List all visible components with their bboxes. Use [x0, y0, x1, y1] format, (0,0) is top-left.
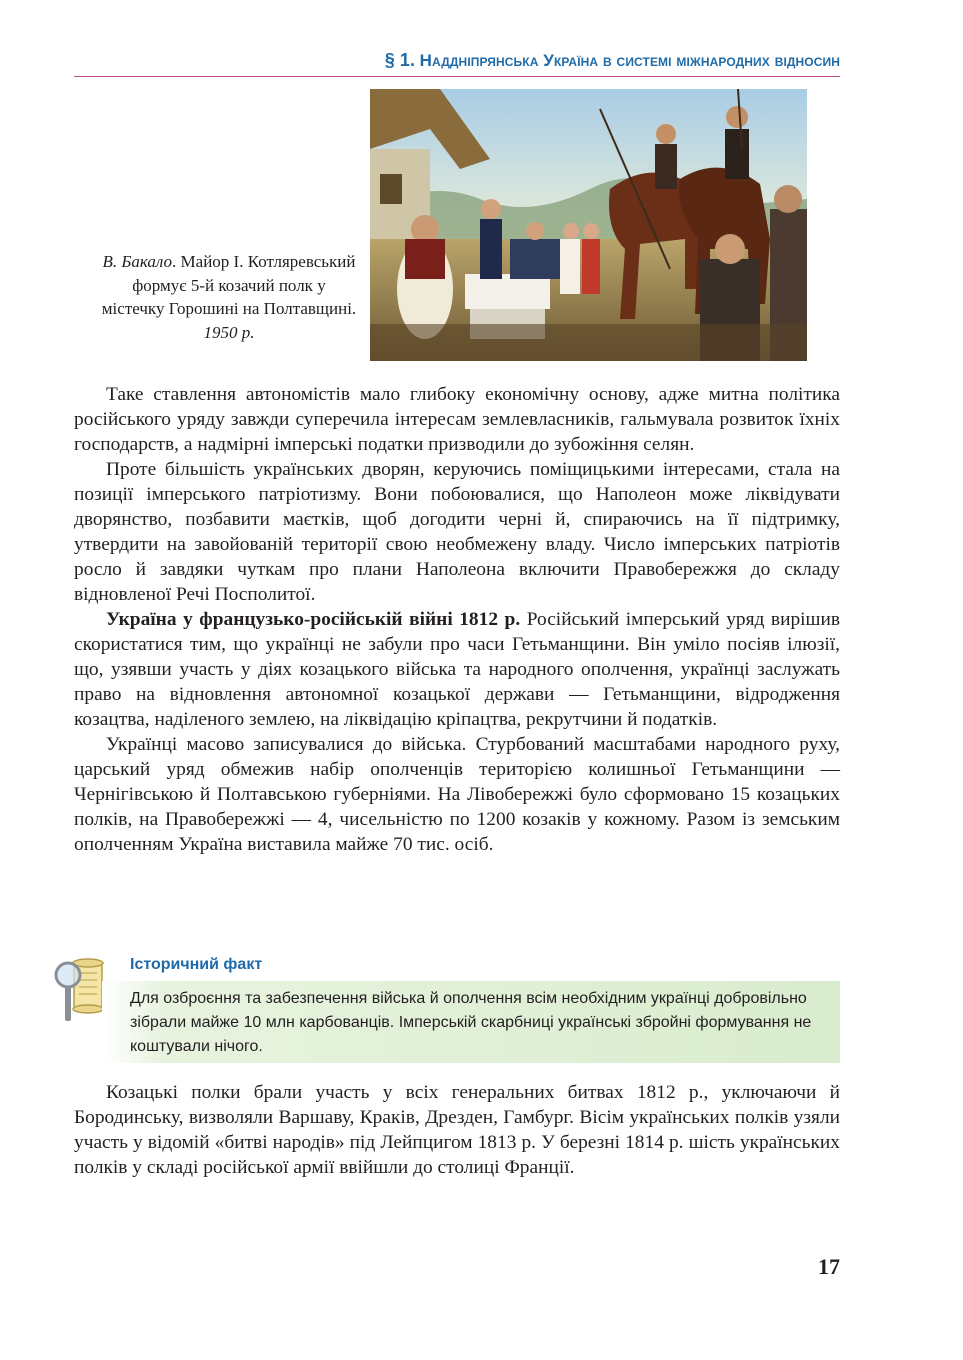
section-heading: Україна у французько-російській війні 1812 р. [106, 609, 521, 630]
section-number: § 1. [384, 50, 416, 70]
section-title: Наддніпрянська Україна в системі міжнародних відносин [419, 51, 840, 70]
paragraph-with-heading [74, 607, 840, 732]
paragraph: Проте більшість українських дворян, керуючись поміщицькими інтересами, стала на позиції імперського патріотизму. Вони побоювалися, що Наполеон може ліквідувати дворянство, позбавити маєтків, щоб догодити черні й, спираючись на її підтримку, утвердити на завойованій території свою необмежену владу. Число імперських патріотів росло й завдяки чуткам про плани Наполеона включити Правобережжя до складу відновленої Речі Посполитої. [74, 459, 840, 605]
caption-title: . Майор І. Котляревський формує 5-й козачий полк у містечку Горошині на Полтавщині. [101, 252, 357, 318]
paragraph: Українці масово записувалися до війська. Стурбований масштабами народного руху, царський уряд обмежив набір ополченців територією колишньої Гетьманщини — Чернігівською й Полтавською губерніями. На Лівобережжі було сформовано 15 козацьких полків, на Правобережжі — 4, чисельністю по 1200 козаків у кожному. Разом із земським ополченням Україна виставила майже 70 тис. осіб. [74, 734, 840, 855]
section-paragraph: Російський імперський уряд вирішив скористатися тим, що українці не забули про часи Гетьманщини. Він уміло посіяв ілюзії, що, узявши участь у діях козацького війська та народного ополчення, українці заслужать право на відновлення автономної козацької держави — Гетьманщини, відродження козацтва, наділеного землею, на ліквідацію кріпацтва, рекрутчини й податків. [74, 609, 840, 730]
running-header [74, 50, 840, 76]
figure-caption [100, 250, 358, 344]
page-number: 17 [818, 1254, 840, 1279]
paragraph: Таке ставлення автономістів мало глибоку економічну основу, адже митна політика російського уряду завжди суперечила інтересам землевласників, гальмувала розвиток їхніх господарств, а надмірні імперські податки призводили до зубожіння селян. [74, 384, 840, 455]
fact-text: Для озброєння та забезпечення війська й ополчення всім необхідним українці добровільно зібрали майже 10 млн карбованців. Імперській скарбниці українські збройні формування не коштували нічого. [130, 990, 812, 1055]
caption-author: В. Бакало [102, 252, 173, 271]
caption-year: 1950 р. [203, 322, 255, 342]
header-divider [74, 76, 840, 77]
paragraph: Козацькі полки брали участь у всіх генеральних битвах 1812 р., уключаючи й Бородинську, визволяли Варшаву, Краків, Дрезден, Гамбург. Вісім українських полків узяли участь у відомій «битві народів» під Лейпцигом 1813 р. У березні 1814 р. шість українських полків у складі російської армії ввійшли до столиці Франції. [74, 1082, 840, 1178]
main-text [74, 382, 840, 857]
fact-title: Історичний факт [130, 956, 263, 973]
main-text-continued [74, 1080, 840, 1180]
painting-illustration [370, 89, 807, 361]
